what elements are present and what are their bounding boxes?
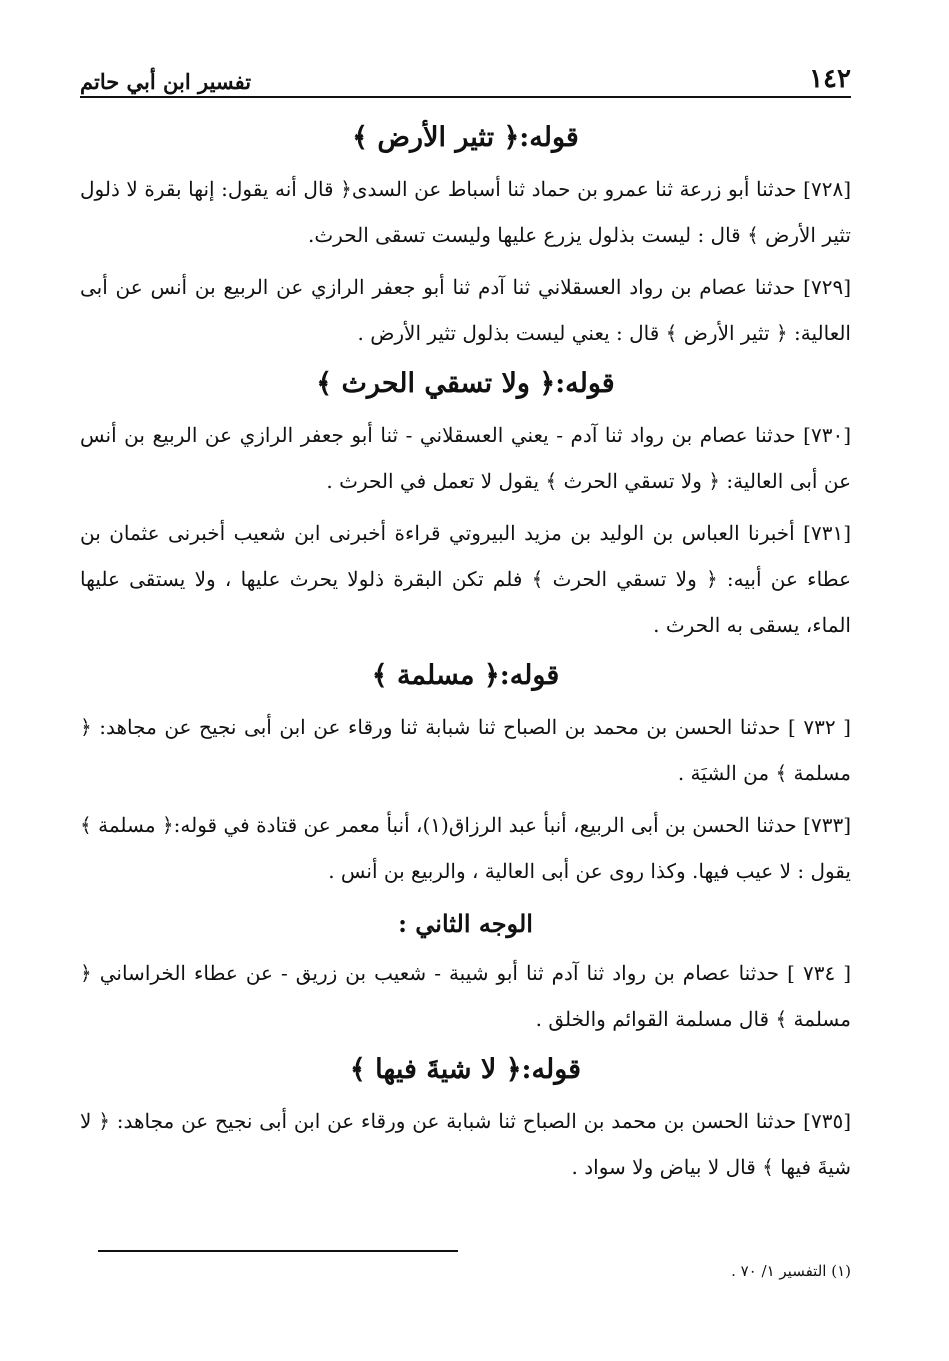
section-heading: قوله:﴿ تثير الأرض ﴾	[352, 122, 579, 153]
footnote: (١) التفسير ١/ ٧٠ .	[731, 1262, 851, 1280]
section-heading: قوله:﴿ مسلمة ﴾	[371, 660, 560, 691]
page-header	[80, 54, 851, 94]
hadith-paragraph: [٧٣١] أخبرنا العباس بن الوليد بن مزيد البيروتي قراءة أخبرنى ابن شعيب أخبرنى عثمان بن عطاء عن أبيه: ﴿ ولا تسقي الحرث ﴾ فلم تكن البقرة ذلولا يحرث عليها ، ولا يستقى عليها الماء، يسقى به الحرث .	[80, 521, 851, 637]
hadith-paragraph: [٧٢٩] حدثنا عصام بن رواد العسقلاني ثنا آدم ثنا أبو جعفر الرازي عن الربيع بن أنس عن أبى العالية: ﴿ تثير الأرض ﴾ قال : يعني ليست بذلول تثير الأرض .	[80, 275, 851, 345]
section-heading: قوله:﴿ ولا تسقي الحرث ﴾	[316, 368, 615, 399]
hadith-paragraph: [٧٣٣] حدثنا الحسن بن أبى الربيع، أنبأ عبد الرزاق(١)، أنبأ معمر عن قتادة في قوله:﴿ مسلمة ﴾ يقول : لا عيب فيها. وكذا روى عن أبى العالية ، والربيع بن أنس .	[80, 813, 851, 883]
hadith-paragraph: [٧٣٠] حدثنا عصام بن رواد ثنا آدم - يعني العسقلاني - ثنا أبو جعفر الرازي عن الربيع بن أنس عن أبى العالية: ﴿ ولا تسقي الحرث ﴾ يقول لا تعمل في الحرث .	[80, 423, 851, 493]
hadith-paragraph: [٧٣٥] حدثنا الحسن بن محمد بن الصباح ثنا شبابة عن ورقاء عن ابن أبى نجيح عن مجاهد: ﴿ لا شيةَ فيها ﴾ قال لا بياض ولا سواد .	[80, 1109, 851, 1179]
hadith-paragraph: [ ٧٣٤ ] حدثنا عصام بن رواد ثنا آدم ثنا أبو شيبة - شعيب بن زريق - عن عطاء الخراساني ﴿ مسلمة ﴾ قال مسلمة القوائم والخلق .	[80, 961, 851, 1031]
running-title: تفسير ابن أبي حاتم	[80, 69, 252, 94]
page-number: ١٤٢	[809, 64, 851, 94]
page-body	[80, 112, 851, 1196]
header-rule	[80, 96, 851, 98]
footnote-rule	[98, 1250, 458, 1252]
hadith-paragraph: [٧٢٨] حدثنا أبو زرعة ثنا عمرو بن حماد ثنا أسباط عن السدى﴿ قال أنه يقول: إنها بقرة لا ذلول تثير الأرض ﴾ قال : ليست بذلول يزرع عليها وليست تسقى الحرث.	[80, 177, 851, 247]
section-heading: قوله:﴿ لا شيةَ فيها ﴾	[349, 1054, 582, 1085]
hadith-paragraph: [ ٧٣٢ ] حدثنا الحسن بن محمد بن الصباح ثنا شبابة ثنا ورقاء عن ابن أبى نجيح عن مجاهد: ﴿ مسلمة ﴾ من الشيَة .	[80, 715, 851, 785]
sub-heading: الوجه الثاني :	[398, 909, 533, 938]
